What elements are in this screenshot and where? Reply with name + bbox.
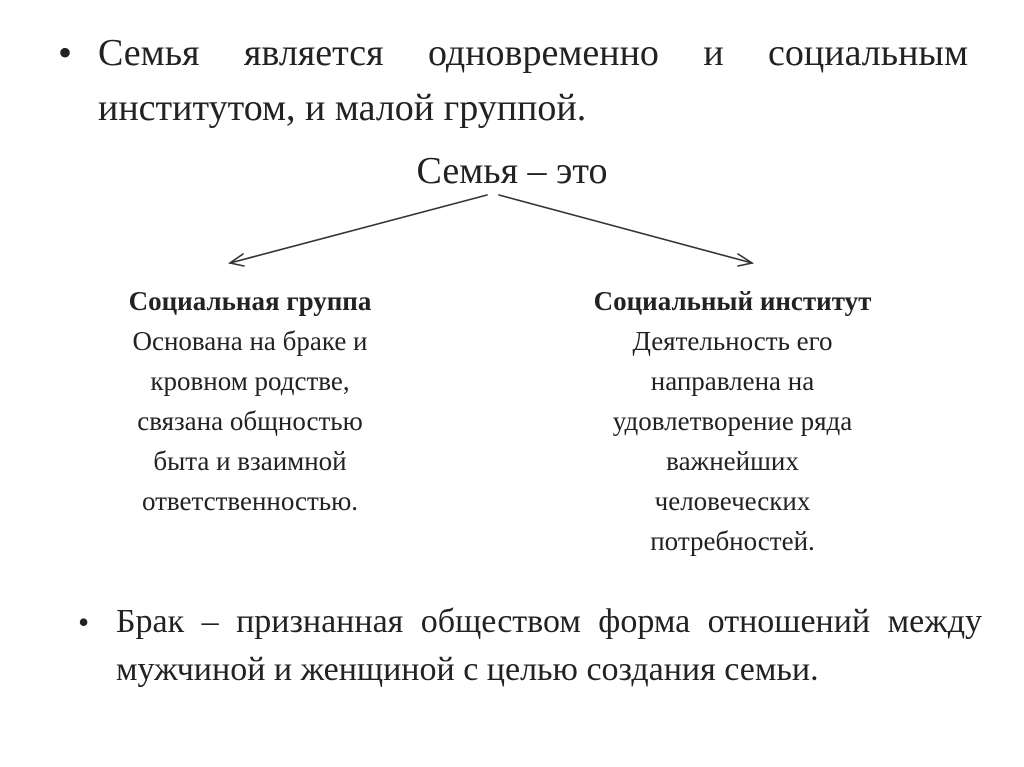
bullet-icon: • <box>78 604 90 640</box>
social-institution-line: потребностей. <box>650 526 815 556</box>
left-arrow-line <box>230 195 487 263</box>
social-group-line: ответственностью. <box>141 486 359 516</box>
social-group-column <box>80 281 420 521</box>
right-arrow-line <box>499 195 752 263</box>
social-group-line: быта и взаимной <box>153 446 347 476</box>
marriage-text: Брак – признанная обществом форма отношений между мужчиной и женщиной с целью создания семьи. <box>116 603 982 688</box>
social-institution-line: удовлетворение ряда <box>612 406 853 436</box>
marriage-bullet <box>78 598 983 694</box>
social-group-line: связана общностью <box>137 406 363 436</box>
social-institution-line: направлена на <box>650 366 815 396</box>
social-institution-line: важнейших <box>666 446 799 476</box>
social-group-title: Социальная группа <box>128 286 372 316</box>
social-group-line: кровном родстве, <box>150 366 350 396</box>
family-heading: Семья – это <box>416 150 608 192</box>
social-institution-title: Социальный институт <box>593 286 872 316</box>
social-group-line: Основана на браке и <box>132 326 368 356</box>
intro-text: Семья является одновременно и социальным институтом, и малой группой. <box>98 32 968 129</box>
social-institution-column <box>545 281 920 561</box>
social-institution-line: Деятельность его <box>632 326 833 356</box>
bullet-icon: • <box>58 30 73 75</box>
social-institution-line: человеческих <box>654 486 811 516</box>
